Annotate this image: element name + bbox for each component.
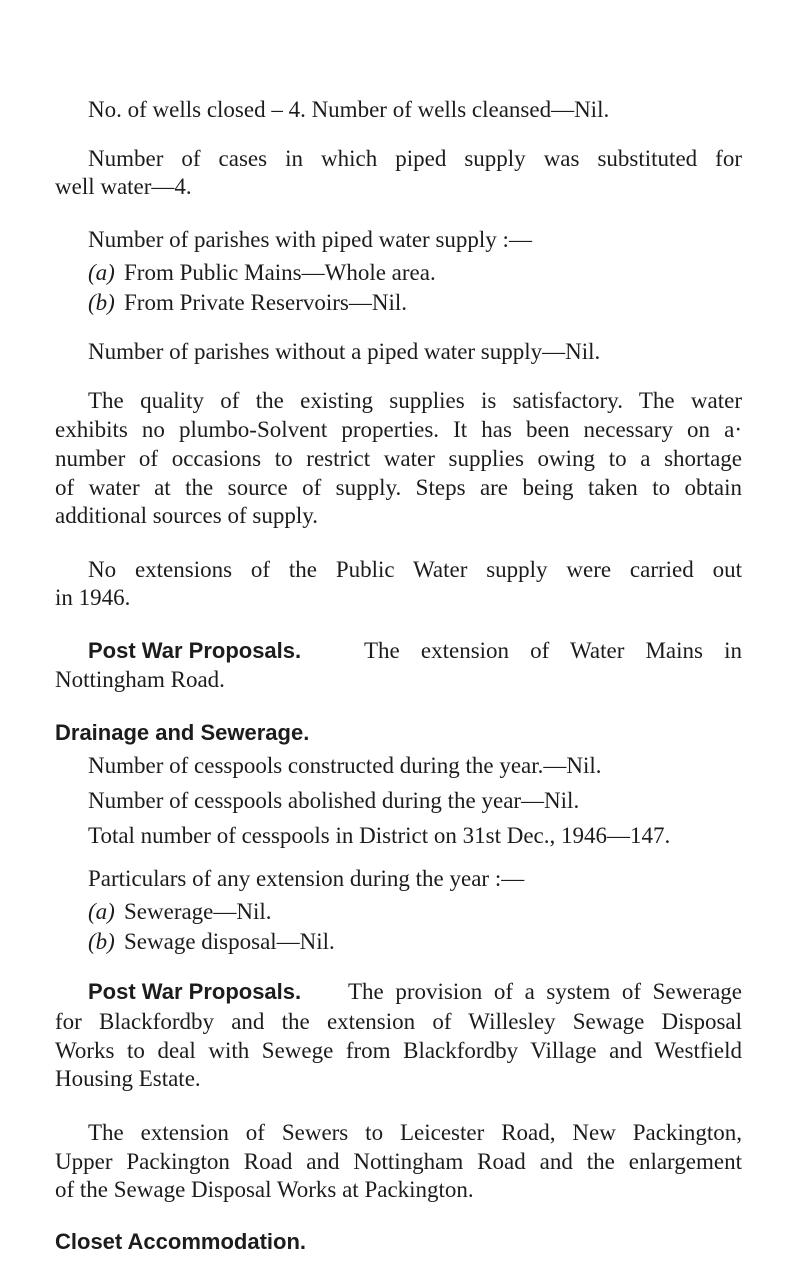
post-war-proposals-line-2: Nottingham Road.	[55, 667, 225, 692]
parishes-b-label: (b)	[88, 290, 115, 315]
quality-line-1: The quality of the existing supplies is satisfactory. The water	[88, 388, 742, 413]
post-war-proposals-text-1: The extension of Water Mains in	[364, 638, 742, 663]
parishes-a-text: From Public Mains—Whole area.	[124, 260, 436, 285]
sewers-line-2: Upper Packington Road and Nottingham Road and the enlargement	[55, 1149, 742, 1174]
particulars-line: Particulars of any extension during the year :—	[88, 866, 525, 891]
cesspools-constructed-line: Number of cesspools constructed during the year.—Nil.	[88, 753, 602, 778]
closet-accommodation-heading: Closet Accommodation.	[55, 1229, 306, 1254]
post-war-proposals-line-3: Works to deal with Sewege from Blackfordby Village and Westfield	[55, 1038, 742, 1063]
quality-line-3: number of occasions to restrict water supplies owing to a shortage	[55, 446, 742, 471]
wells-line: No. of wells closed – 4. Number of wells cleansed—Nil.	[88, 97, 610, 122]
cesspools-total-line: Total number of cesspools in District on 31st Dec., 1946—147.	[88, 823, 671, 848]
post-war-proposals-heading-2: Post War Proposals.	[88, 979, 302, 1004]
extensions-line-2: in 1946.	[55, 585, 131, 610]
post-war-proposals-text-2: The provision of a system of Sewerage	[348, 979, 742, 1004]
particulars-b-label: (b)	[88, 929, 115, 954]
quality-line-2: exhibits no plumbo-Solvent properties. It has been necessary on a·	[55, 417, 742, 442]
particulars-b-text: Sewage disposal—Nil.	[124, 929, 335, 954]
sewers-line-1: The extension of Sewers to Leicester Road, New Packington,	[88, 1120, 742, 1145]
sewers-line-3: of the Sewage Disposal Works at Packington.	[55, 1177, 474, 1202]
drainage-sewerage-heading: Drainage and Sewerage.	[55, 720, 310, 745]
cesspools-abolished-line: Number of cesspools abolished during the year—Nil.	[88, 788, 580, 813]
particulars-a-label: (a)	[88, 899, 115, 924]
substituted-line-2: well water—4.	[55, 174, 192, 199]
post-war-proposals-line-2b: for Blackfordby and the extension of Willesley Sewage Disposal	[55, 1009, 742, 1034]
extensions-line-1: No extensions of the Public Water supply were carried out	[88, 557, 742, 582]
post-war-proposals-heading-1: Post War Proposals.	[88, 638, 302, 663]
post-war-proposals-line-4: Housing Estate.	[55, 1066, 201, 1091]
quality-line-5: additional sources of supply.	[55, 503, 318, 528]
parishes-b-text: From Private Reservoirs—Nil.	[124, 290, 407, 315]
quality-line-4: of water at the source of supply. Steps are being taken to obtain	[55, 475, 742, 500]
particulars-a-text: Sewerage—Nil.	[124, 899, 272, 924]
parishes-piped-line: Number of parishes with piped water supply :—	[88, 227, 532, 252]
parishes-a-label: (a)	[88, 260, 115, 285]
substituted-line-1: Number of cases in which piped supply was substituted for	[88, 146, 742, 171]
parishes-without-line: Number of parishes without a piped water supply—Nil.	[88, 339, 601, 364]
